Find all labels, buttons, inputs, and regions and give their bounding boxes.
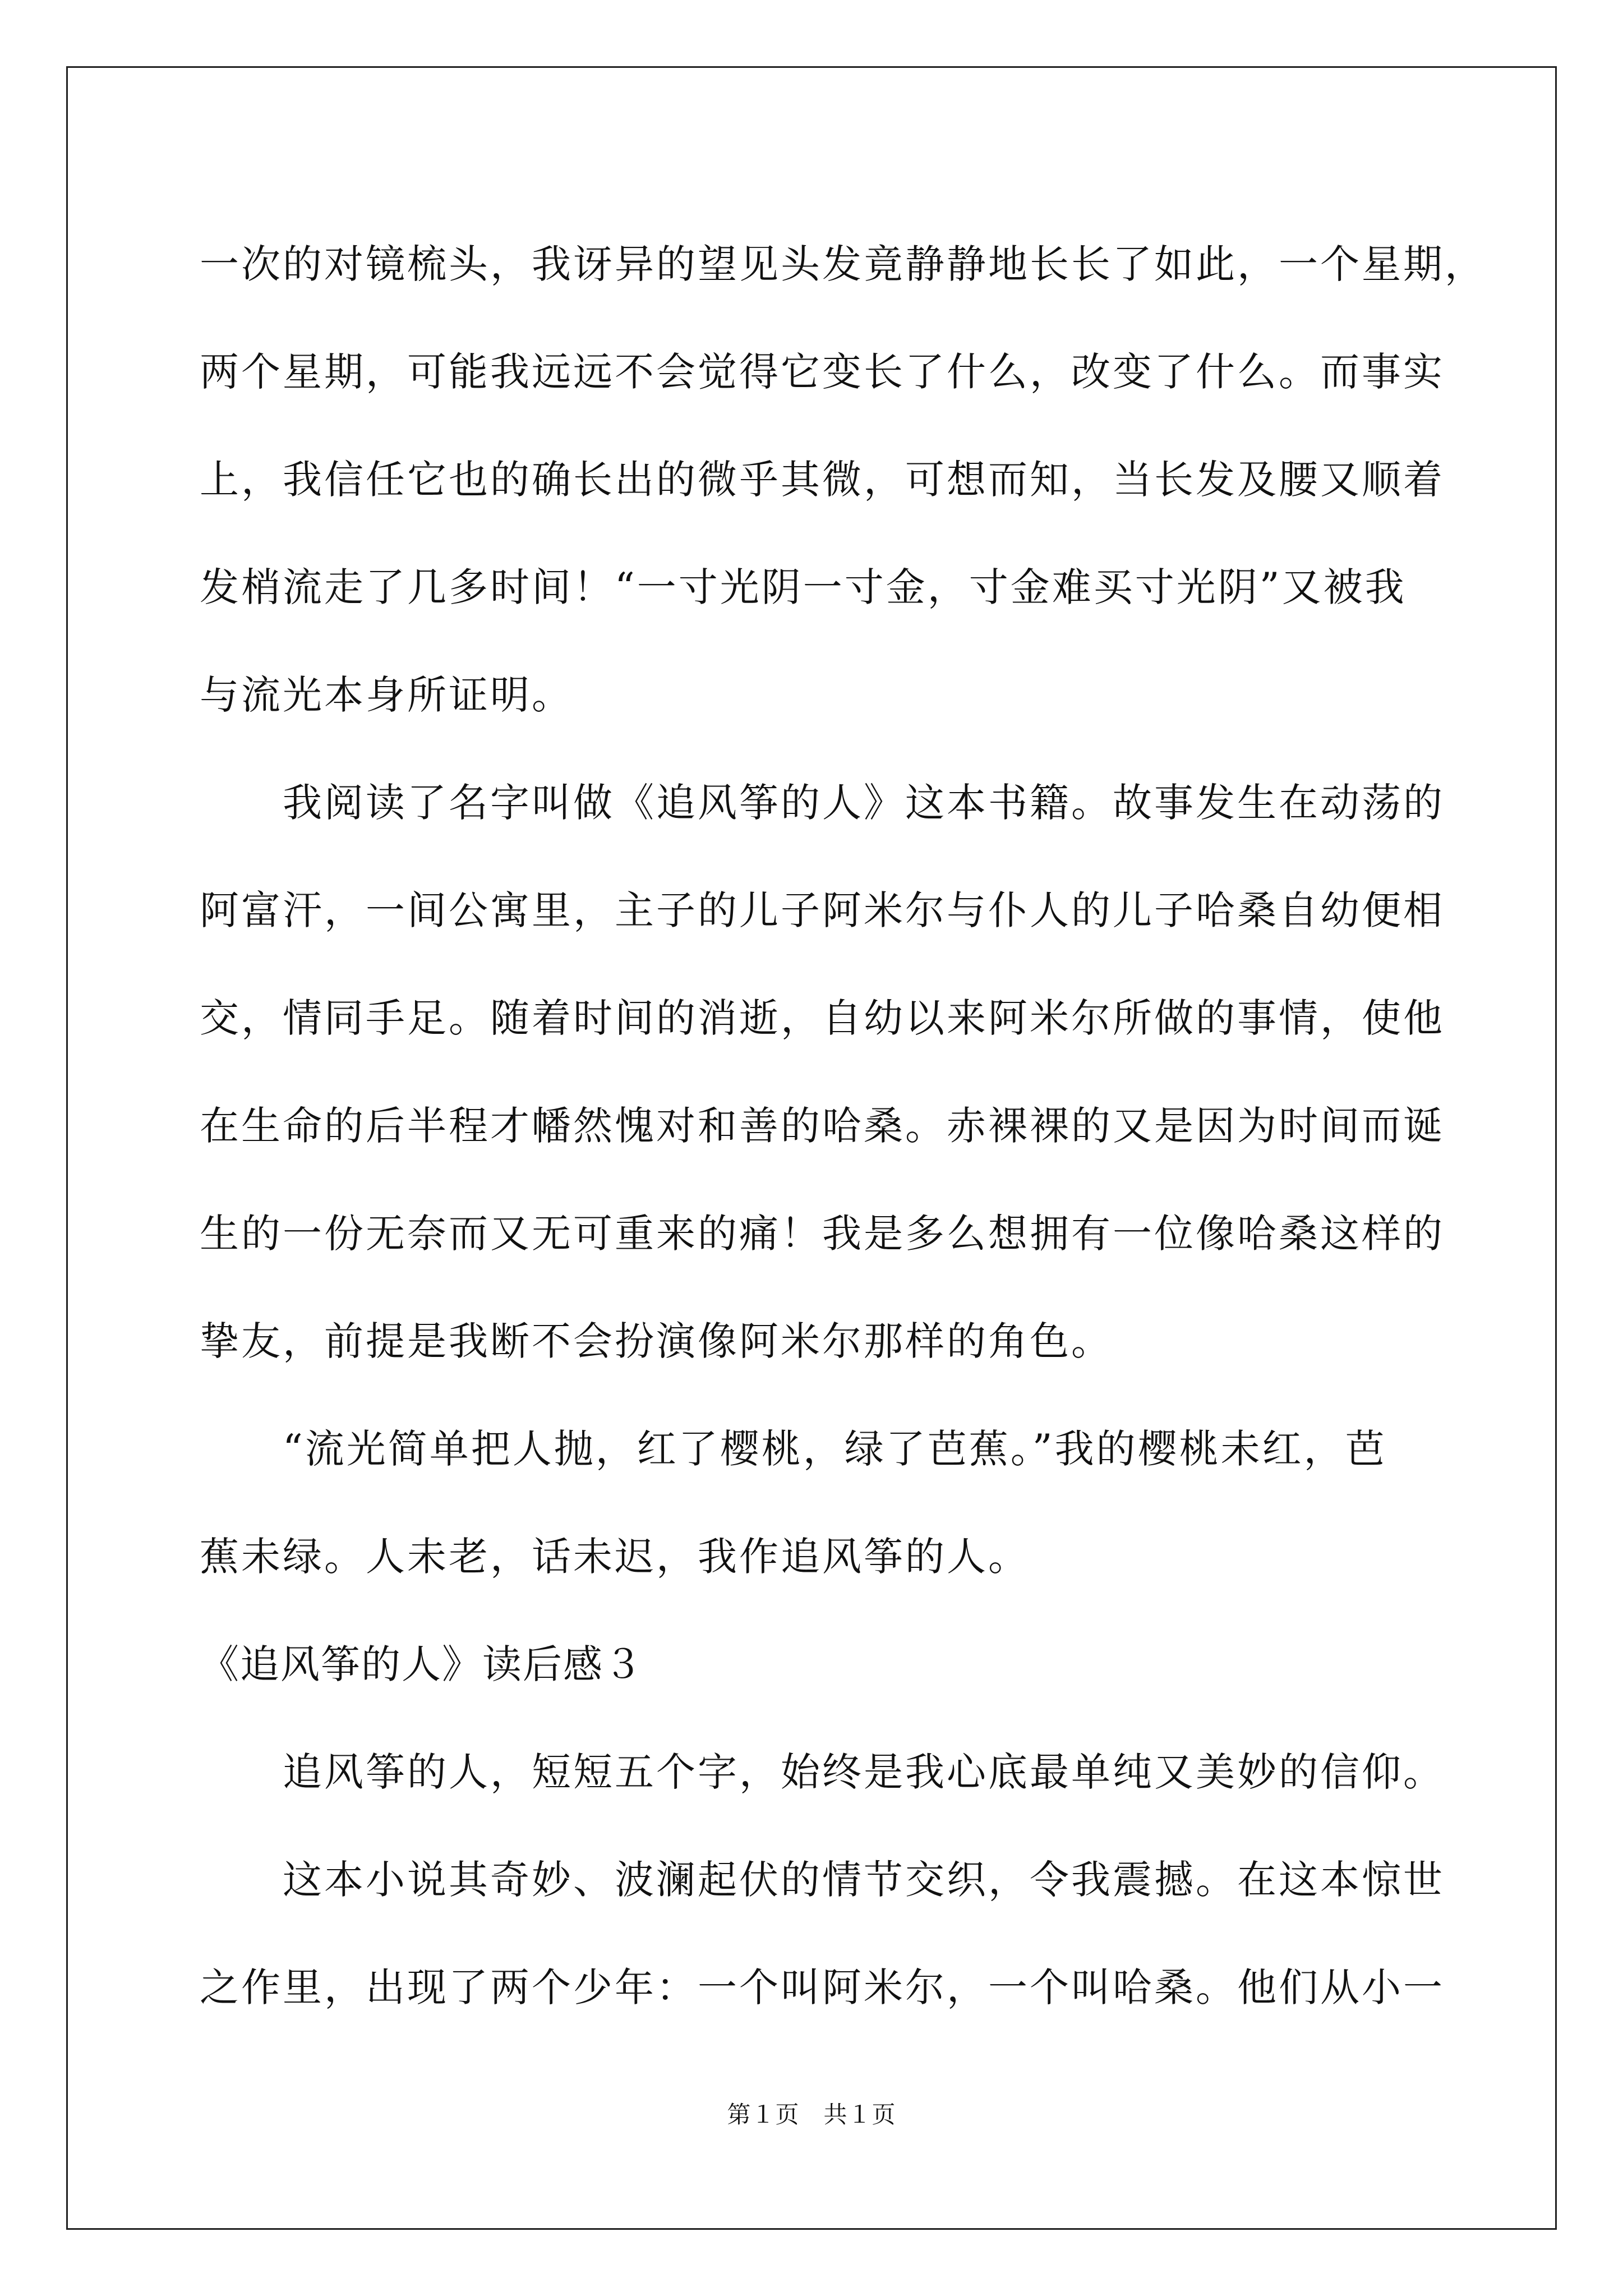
text-line: 两个星期，可能我远远不会觉得它变长了什么，改变了什么。而事实: [200, 349, 1445, 395]
section-heading: 《追风筝的人》读后感３: [200, 1641, 644, 1687]
text-line: 挚友，前提是我断不会扮演像阿米尔那样的角色。: [200, 1318, 1113, 1364]
text-line: 生的一份无奈而又无可重来的痛！我是多么想拥有一位像哈桑这样的: [200, 1211, 1445, 1257]
text-line: 之作里，出现了两个少年：一个叫阿米尔，一个叫哈桑。他们从小一: [200, 1964, 1445, 2010]
text-line: 蕉未绿。人未老，话未迟，我作追风筝的人。: [200, 1534, 1030, 1580]
text-line: 发梢流走了几多时间！“一寸光阴一寸金，寸金难买寸光阴”又被我: [200, 564, 1407, 610]
text-line: 阿富汗，一间公寓里，主子的儿子阿米尔与仆人的儿子哈桑自幼便相: [200, 887, 1445, 933]
document-body: [200, 210, 1486, 2041]
text-line: 在生命的后半程才幡然愧对和善的哈桑。赤裸裸的又是因为时间而诞: [200, 1103, 1445, 1149]
paragraph-first-line: 我阅读了名字叫做《追风筝的人》这本书籍。故事发生在动荡的: [283, 780, 1445, 826]
text-line: 与流光本身所证明。: [200, 672, 573, 718]
paragraph-first-line: “流光简单把人抛，红了樱桃，绿了芭蕉。”我的樱桃未红，芭: [283, 1426, 1387, 1472]
paragraph-first-line: 追风筝的人，短短五个字，始终是我心底最单纯又美妙的信仰。: [283, 1749, 1445, 1795]
text-line: 上，我信任它也的确长出的微乎其微，可想而知，当长发及腰又顺着: [200, 457, 1445, 503]
text-line: 一次的对镜梳头，我讶异的望见头发竟静静地长长了如此，一个星期，: [200, 241, 1486, 287]
page-number-footer: 第１页 共１页: [727, 2101, 896, 2128]
text-line: 交，情同手足。随着时间的消逝，自幼以来阿米尔所做的事情，使他: [200, 995, 1445, 1041]
paragraph-first-line: 这本小说其奇妙、波澜起伏的情节交织，令我震撼。在这本惊世: [283, 1857, 1445, 1903]
